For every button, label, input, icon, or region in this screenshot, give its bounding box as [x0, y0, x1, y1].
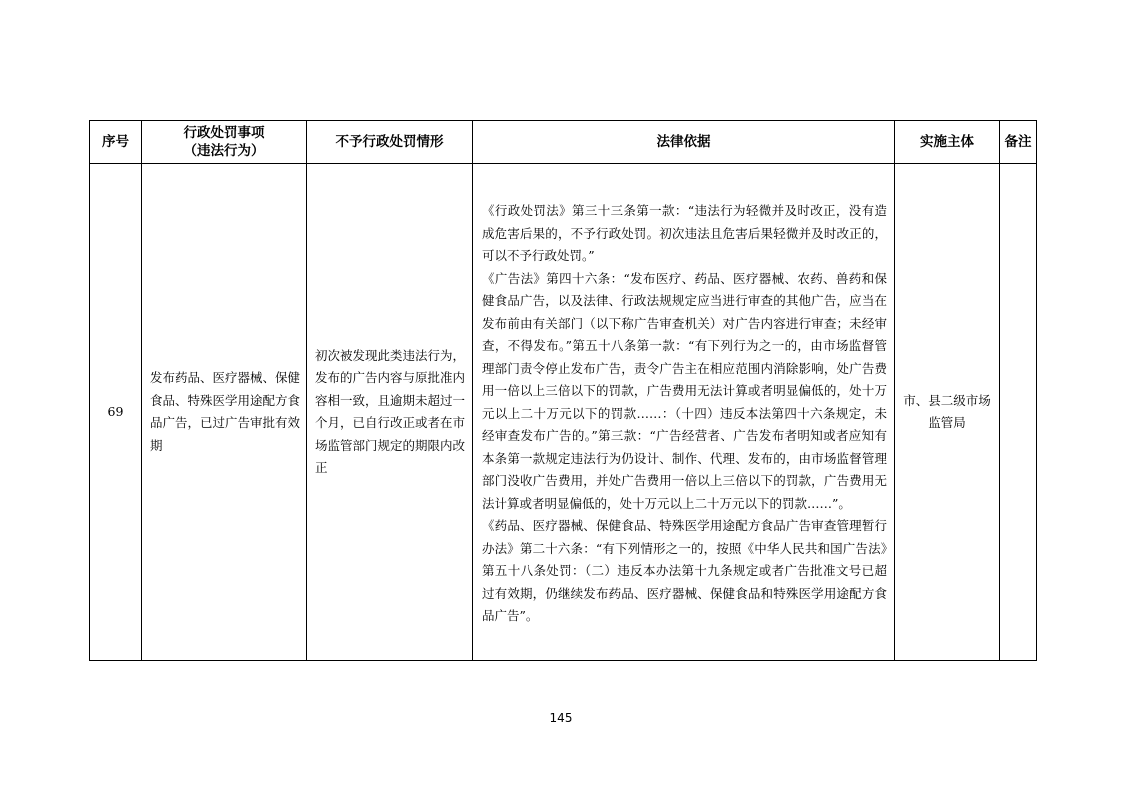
basis-paragraph: 《广告法》第四十六条：“发布医疗、药品、医疗器械、农药、兽药和保健食品广告，以及法律、行政法规规定应当进行审查的其他广告，应当在发布前由有关部门（以下称广告审查机关）对广告内容进行审查；未经审查，不得发布。”第五十八条第一款：“有下列行为之一的，由市场监督管理部门责令停止发布广告，责令广告主在相应范围内消除影响，处广告费用一倍以上三倍以下的罚款，广告费用无法计算或者明显偏低的，处十万元以上二十万元以下的罚款……：（十四）违反本法第四十六条规定，未经审查发布广告的。”第三款：“广告经营者、广告发布者明知或者应知有本条第一款规定违法行为仍设计、制作、代理、发布的，由市场监督管理部门没收广告费用，并处广告费用一倍以上三倍以下的罚款，广告费用无法计算或者明显偏低的，处十万元以上二十万元以下的罚款……”。 [482, 270, 887, 511]
header-note: 备注 [1000, 121, 1037, 164]
row-exempt: 初次被发现此类违法行为，发布的广告内容与原批准内容相一致，且逾期未超过一个月，已自行改正或者在市场监管部门规定的期限内改正 [307, 164, 473, 661]
header-item-line1: 行政处罚事项 [183, 125, 265, 141]
row-body: 市、县二级市场监管局 [895, 164, 1000, 661]
header-basis: 法律依据 [473, 121, 895, 164]
penalty-table [89, 120, 1037, 661]
row-item: 发布药品、医疗器械、保健食品、特殊医学用途配方食品广告，已过广告审批有效期 [142, 164, 307, 661]
table-row [90, 164, 1037, 661]
header-item [142, 121, 307, 164]
basis-paragraph: 《药品、医疗器械、保健食品、特殊医学用途配方食品广告审查管理暂行办法》第二十六条：“有下列情形之一的，按照《中华人民共和国广告法》第五十八条处罚：（二）违反本办法第十九条规定或者广告批准文号已超过有效期，仍继续发布药品、医疗器械、保健食品和特殊医学用途配方食品广告”。 [482, 518, 887, 624]
row-number: 69 [90, 164, 142, 661]
header-item-line2: （违法行为） [183, 143, 265, 159]
row-note [1000, 164, 1037, 661]
basis-paragraph: 《行政处罚法》第三十三条第一款：“违法行为轻微并及时改正，没有造成危害后果的，不予行政处罚。初次违法且危害后果轻微并及时改正的，可以不予行政处罚。” [482, 203, 887, 264]
header-row [90, 121, 1037, 164]
row-basis [473, 164, 895, 661]
page-number: 145 [549, 711, 573, 725]
header-exempt: 不予行政处罚情形 [307, 121, 473, 164]
header-number: 序号 [90, 121, 142, 164]
header-body: 实施主体 [895, 121, 1000, 164]
